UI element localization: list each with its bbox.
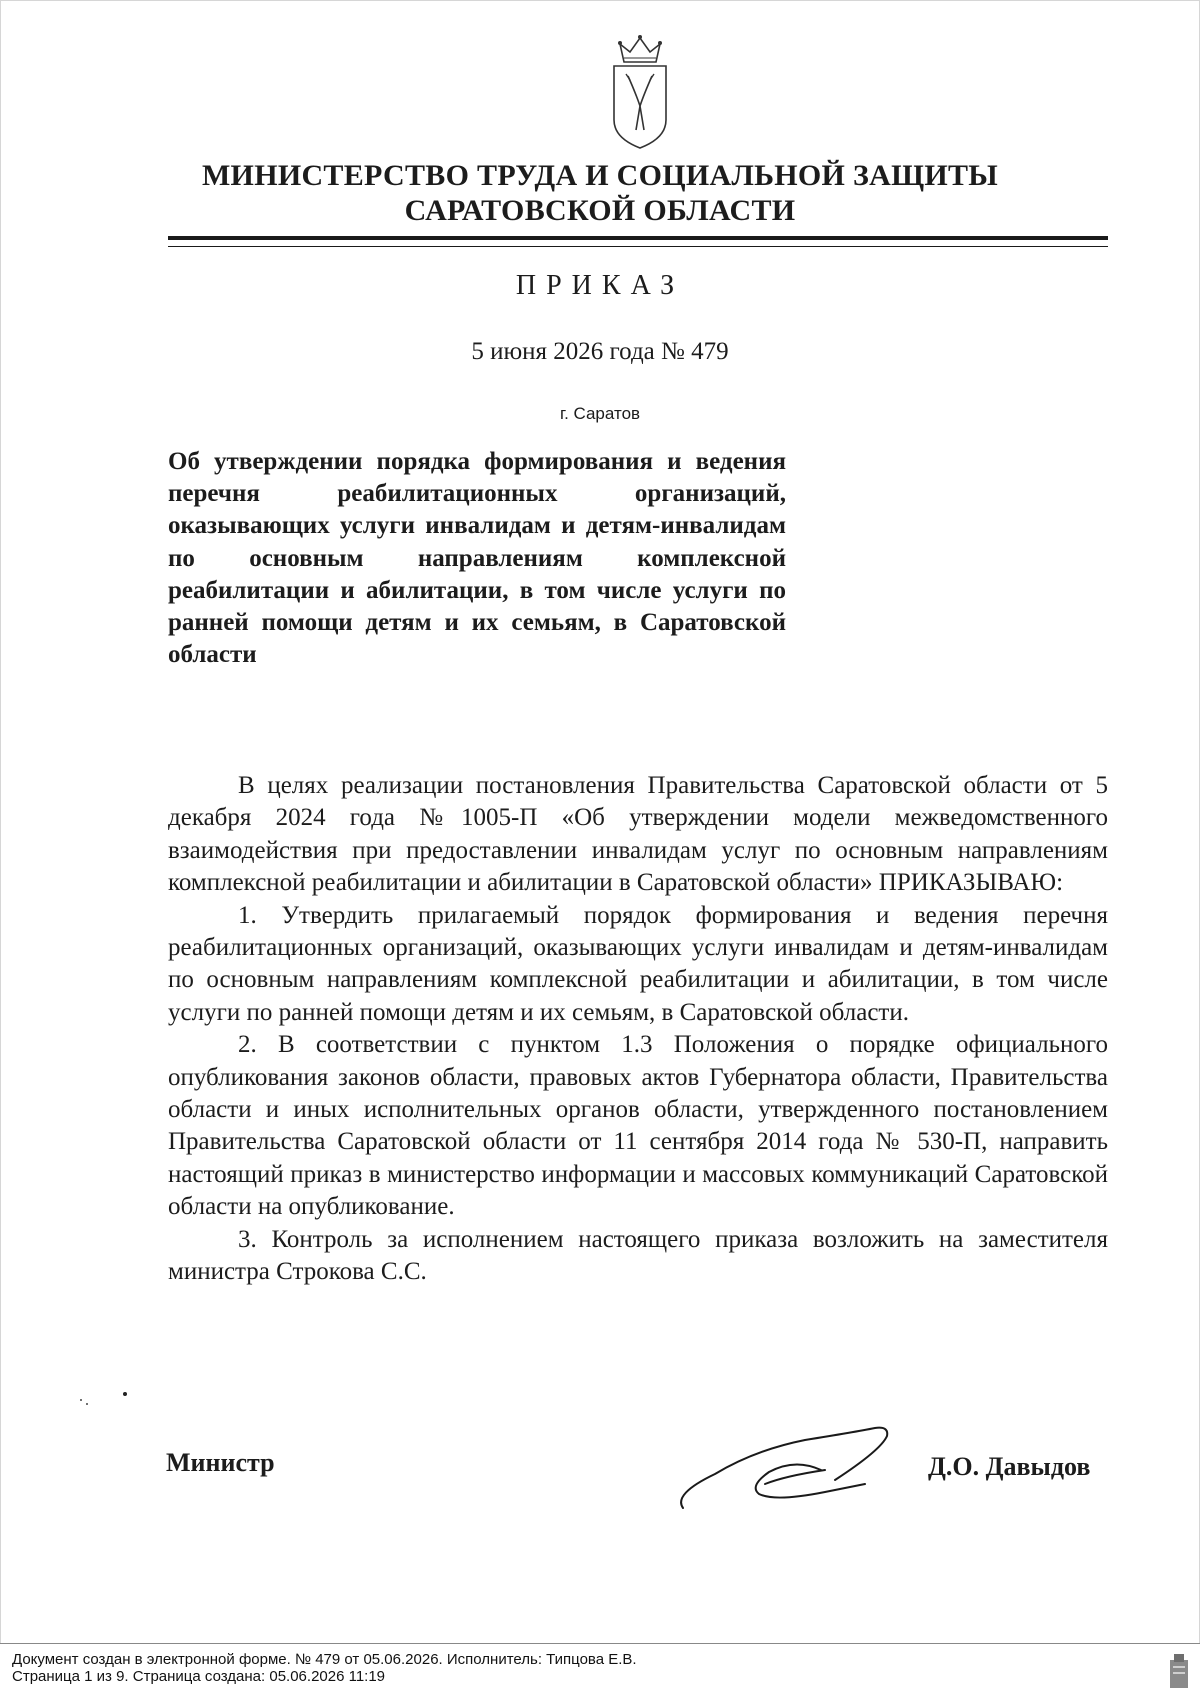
signatory-name: Д.О. Давыдов: [928, 1452, 1091, 1481]
signature-block: [0, 1410, 1200, 1520]
electronic-document-footer: [0, 1643, 1200, 1699]
saratov-coat-of-arms-icon: [606, 34, 674, 152]
organization-name-line2: САРАТОВСКОЙ ОБЛАСТИ: [404, 194, 796, 227]
footer-page-info: Страница 1 из 9. Страница создана: 05.06.2026 11:19: [12, 1668, 386, 1685]
order-item-3: 3. Контроль за исполнением настоящего приказа возложить на заместителя министра Строкова С.С.: [168, 1225, 1108, 1286]
preamble-paragraph: В целях реализации постановления Правительства Саратовской области от 5 декабря 2024 года №1005-П «Об утверждении модели межведомственного взаимодействия при предоставлении инвалидам услуг по основным направлениям комплексной реабилитации и абилитации в Саратовской области» ПРИКАЗЫВАЮ:: [168, 772, 1108, 897]
document-body: [168, 770, 1108, 1289]
order-item-1: 1. Утвердить прилагаемый порядок формирования и ведения перечня реабилитационных организаций, оказывающих услуги инвалидам и детям-инвалидам по основным направлениям комплексной реабилитации и абилитации, в том числе услуги по ранней помощи детям и их семьям, в Саратовской области.: [168, 901, 1108, 1026]
handwritten-signature: [675, 1410, 915, 1520]
document-city: г. Саратов: [559, 404, 641, 423]
signatory-position: Министр: [166, 1448, 275, 1477]
footer-document-info: Документ создан в электронной форме. № 479 от 05.06.2026. Исполнитель: Типцова Е.В.: [12, 1651, 637, 1668]
organization-title: [150, 158, 1050, 228]
organization-name-line1: МИНИСТЕРСТВО ТРУДА И СОЦИАЛЬНОЙ ЗАЩИТЫ: [201, 159, 999, 192]
document-stamp-icon: [1168, 1652, 1190, 1690]
order-item-2: 2. В соответствии с пунктом 1.3 Положения о порядке официального опубликования законов области, правовых актов Губернатора области, Правительства области и иных исполнительных органов области, утвержденного постановлением Правительства Саратовской области от 11 сентября 2014 года № 530-П, направить настоящий приказ в министерство информации и массовых коммуникаций Саратовской области на опубликование.: [168, 1031, 1108, 1221]
document-type: ПРИКАЗ: [515, 270, 685, 301]
header-rule-thick: [168, 236, 1108, 240]
header-rule-thin: [168, 246, 1108, 247]
document-date-number: 5 июня 2026 года № 479: [471, 338, 729, 365]
document-subject: Об утверждении порядка формирования и ведения перечня реабилитационных организаций, оказывающих услуги инвалидам и детям-инвалидам по основным направлениям комплексной реабилитации и абилитации, в том числе услуги по ранней помощи детям и их семьям, в Саратовской области: [168, 448, 786, 669]
